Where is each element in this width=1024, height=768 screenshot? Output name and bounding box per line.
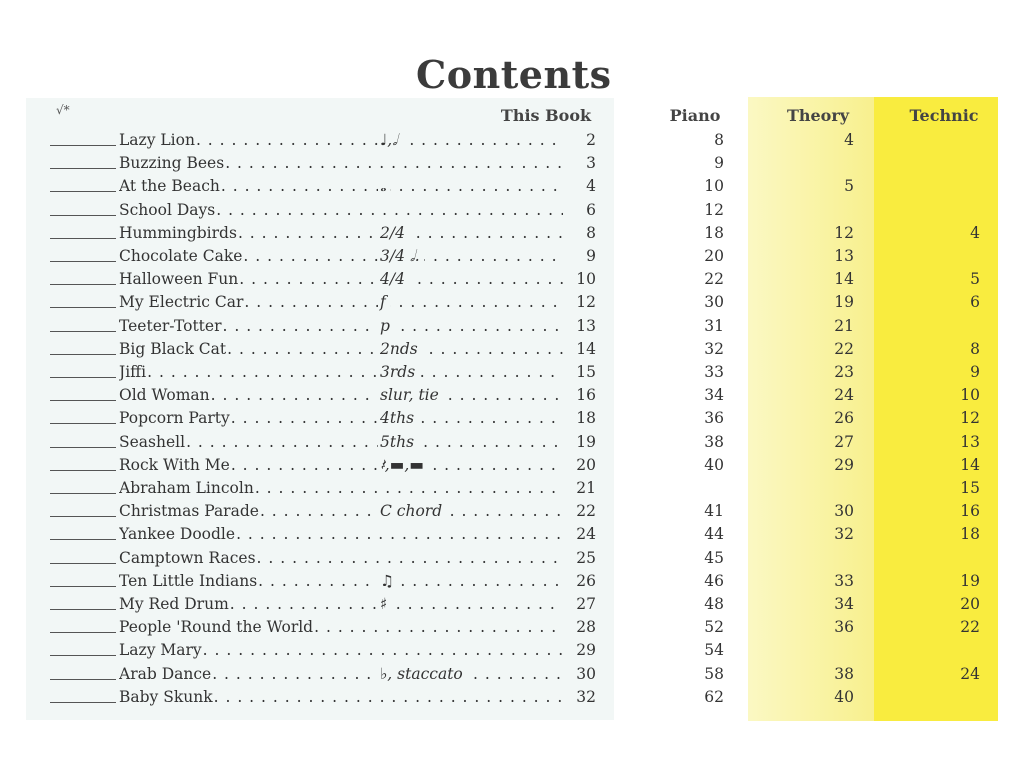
checkmark-blank[interactable] (50, 702, 116, 703)
this-book-page: 12 (576, 293, 596, 312)
song-title-cell (119, 361, 563, 384)
song-title: Camptown Races (119, 547, 257, 570)
theory-page: 21 (834, 316, 854, 335)
song-title: Old Woman (119, 384, 211, 407)
piano-page: 30 (704, 293, 724, 312)
technic-page: 18 (960, 525, 980, 544)
this-book-page: 20 (576, 455, 596, 474)
song-title: Popcorn Party (119, 407, 231, 430)
song-title-cell (119, 175, 563, 198)
this-book-page: 9 (586, 247, 596, 265)
piano-page: 34 (704, 386, 724, 405)
song-title-cell (119, 268, 563, 291)
song-title-cell (119, 523, 563, 546)
table-row (0, 431, 1024, 454)
piano-page: 18 (704, 223, 724, 242)
song-title-cell (119, 477, 563, 500)
this-book-page: 3 (586, 154, 596, 173)
theory-page: 30 (834, 502, 854, 521)
this-book-page: 21 (576, 479, 596, 497)
song-title-cell (119, 639, 563, 662)
song-title: School Days (119, 199, 216, 222)
check-column-header: √* (56, 103, 70, 117)
table-row (0, 361, 1024, 384)
technic-page: 14 (960, 455, 980, 474)
piano-page: 46 (704, 571, 724, 590)
concept-label: slur, tie (378, 384, 443, 407)
page-title: Contents (416, 52, 612, 97)
theory-page: 12 (834, 223, 854, 242)
checkmark-blank[interactable] (50, 331, 116, 332)
this-book-page: 6 (586, 200, 596, 219)
technic-page: 6 (970, 293, 980, 312)
checkmark-blank[interactable] (50, 447, 116, 448)
checkmark-blank[interactable] (50, 609, 116, 610)
song-title: Yankee Doodle (119, 523, 236, 546)
this-book-page: 29 (576, 641, 596, 660)
table-row (0, 315, 1024, 338)
theory-page: 38 (834, 664, 854, 683)
table-row (0, 593, 1024, 616)
concept-label: p (378, 315, 394, 338)
technic-page: 5 (970, 270, 980, 289)
song-title-cell (119, 222, 563, 245)
theory-page: 29 (834, 455, 854, 474)
theory-page: 19 (834, 293, 854, 312)
table-row (0, 245, 1024, 268)
song-title-cell (119, 431, 563, 454)
this-book-page: 22 (576, 502, 596, 521)
song-title: Teeter-Totter (119, 315, 222, 338)
song-title: Buzzing Bees (119, 152, 225, 175)
piano-page: 54 (704, 641, 724, 660)
this-book-header: This Book (500, 106, 592, 125)
this-book-page: 13 (576, 316, 596, 335)
checkmark-blank[interactable] (50, 655, 116, 656)
theory-page: 26 (834, 409, 854, 428)
table-row (0, 407, 1024, 430)
piano-page: 62 (704, 687, 724, 706)
checkmark-blank[interactable] (50, 168, 116, 169)
concept-label: ♭, staccato (378, 663, 467, 686)
checkmark-blank[interactable] (50, 307, 116, 308)
theory-page: 27 (834, 432, 854, 451)
song-title-cell (119, 199, 563, 222)
concept-label: 3/4 𝅗𝅥. (378, 245, 424, 268)
this-book-page: 15 (576, 363, 596, 381)
piano-page: 41 (704, 502, 724, 521)
song-title: Baby Skunk (119, 686, 214, 709)
table-row (0, 663, 1024, 686)
song-title-cell (119, 570, 563, 593)
checkmark-blank[interactable] (50, 238, 116, 239)
this-book-page: 30 (576, 664, 596, 683)
song-title: Lazy Mary (119, 639, 203, 662)
this-book-page: 26 (576, 571, 596, 590)
song-title-cell (119, 152, 563, 175)
piano-page: 44 (704, 525, 724, 544)
checkmark-blank[interactable] (50, 284, 116, 285)
song-title: My Red Drum (119, 593, 230, 616)
song-title: Seashell (119, 431, 186, 454)
this-book-page: 4 (586, 177, 596, 196)
concept-label: ♫ (378, 570, 398, 593)
song-title-cell (119, 129, 563, 152)
piano-page: 45 (704, 548, 724, 567)
theory-page: 13 (834, 247, 854, 265)
theory-page: 24 (834, 386, 854, 405)
this-book-page: 2 (586, 131, 596, 149)
piano-page: 38 (704, 432, 724, 451)
checkmark-blank[interactable] (50, 423, 116, 424)
technic-page: 22 (960, 618, 980, 637)
checkmark-blank[interactable] (50, 377, 116, 378)
piano-page: 58 (704, 664, 724, 683)
concept-label: C chord (378, 500, 446, 523)
piano-page: 22 (704, 270, 724, 289)
checkmark-blank[interactable] (50, 679, 116, 680)
piano-page: 40 (704, 455, 724, 474)
checkmark-blank[interactable] (50, 516, 116, 517)
checkmark-blank[interactable] (50, 632, 116, 633)
song-title: Christmas Parade (119, 500, 260, 523)
checkmark-blank[interactable] (50, 493, 116, 494)
theory-page: 4 (844, 131, 854, 149)
this-book-page: 14 (576, 339, 596, 358)
song-title-cell (119, 593, 563, 616)
song-title-cell (119, 407, 563, 430)
this-book-page: 19 (576, 432, 596, 451)
song-title: Abraham Lincoln (119, 477, 255, 500)
concept-label: 3rds (378, 361, 419, 384)
song-title-cell (119, 500, 563, 523)
this-book-page: 28 (576, 618, 596, 637)
this-book-page: 10 (576, 270, 596, 289)
checkmark-blank[interactable] (50, 563, 116, 564)
song-title: Jiffi (119, 361, 147, 384)
checkmark-blank[interactable] (50, 354, 116, 355)
piano-page: 9 (714, 154, 724, 173)
checkmark-blank[interactable] (50, 470, 116, 471)
concept-label: 𝅝 (378, 175, 390, 198)
theory-page: 5 (844, 177, 854, 196)
technic-page: 13 (960, 432, 980, 451)
concept-label: 2nds (378, 338, 422, 361)
technic-page: 24 (960, 664, 980, 683)
song-title: Halloween Fun (119, 268, 239, 291)
technic-page: 16 (960, 502, 980, 521)
piano-page: 33 (704, 363, 724, 381)
concept-label: 4ths (378, 407, 418, 430)
song-title: Big Black Cat (119, 338, 227, 361)
checkmark-blank[interactable] (50, 261, 116, 262)
table-row (0, 152, 1024, 175)
table-row (0, 500, 1024, 523)
this-book-page: 32 (576, 687, 596, 706)
technic-header: Technic (909, 106, 979, 125)
song-title: At the Beach (119, 175, 221, 198)
table-row (0, 222, 1024, 245)
table-row (0, 616, 1024, 639)
theory-page: 33 (834, 571, 854, 590)
table-row (0, 129, 1024, 152)
technic-page: 12 (960, 409, 980, 428)
concept-label: 4/4 (378, 268, 409, 291)
table-row (0, 547, 1024, 570)
piano-page: 10 (704, 177, 724, 196)
technic-page: 10 (960, 386, 980, 405)
table-row (0, 454, 1024, 477)
table-row (0, 523, 1024, 546)
song-title-cell (119, 663, 563, 686)
theory-page: 23 (834, 363, 854, 381)
checkmark-blank[interactable] (50, 145, 116, 146)
table-row (0, 175, 1024, 198)
song-title: Rock With Me (119, 454, 231, 477)
checkmark-blank[interactable] (50, 215, 116, 216)
piano-page: 52 (704, 618, 724, 637)
concept-label: 5ths (378, 431, 418, 454)
table-row (0, 570, 1024, 593)
checkmark-blank[interactable] (50, 539, 116, 540)
concept-label: ♯ (378, 593, 392, 616)
song-title-cell (119, 245, 563, 268)
theory-header: Theory (786, 106, 850, 125)
piano-page: 36 (704, 409, 724, 428)
song-title-cell (119, 616, 563, 639)
song-title-cell (119, 315, 563, 338)
piano-page: 20 (704, 247, 724, 265)
piano-page: 8 (714, 131, 724, 149)
technic-page: 19 (960, 571, 980, 590)
song-title-cell (119, 384, 563, 407)
technic-page: 15 (960, 479, 980, 497)
song-title: People 'Round the World (119, 616, 314, 639)
theory-page: 14 (834, 270, 854, 289)
this-book-page: 27 (576, 595, 596, 613)
theory-page: 22 (834, 339, 854, 358)
song-title-cell (119, 291, 563, 314)
song-title: Arab Dance (119, 663, 212, 686)
piano-page: 12 (704, 200, 724, 219)
technic-page: 8 (970, 339, 980, 358)
piano-page: 32 (704, 339, 724, 358)
table-row (0, 338, 1024, 361)
table-row (0, 268, 1024, 291)
song-title-cell (119, 338, 563, 361)
song-title: Ten Little Indians (119, 570, 258, 593)
theory-page: 40 (834, 687, 854, 706)
checkmark-blank[interactable] (50, 191, 116, 192)
table-row (0, 639, 1024, 662)
this-book-page: 16 (576, 386, 596, 405)
this-book-page: 18 (576, 409, 596, 428)
theory-page: 36 (834, 618, 854, 637)
table-row (0, 477, 1024, 500)
technic-page: 9 (970, 363, 980, 381)
song-title: Hummingbirds (119, 222, 238, 245)
song-title: Chocolate Cake (119, 245, 243, 268)
piano-page: 31 (704, 316, 724, 335)
table-row (0, 384, 1024, 407)
this-book-page: 25 (576, 548, 596, 567)
this-book-page: 24 (576, 525, 596, 544)
song-title: Lazy Lion (119, 129, 196, 152)
table-row (0, 199, 1024, 222)
song-title-cell (119, 454, 563, 477)
concept-label: ♩,𝅗𝅥 (378, 129, 401, 152)
song-title-cell (119, 547, 563, 570)
checkmark-blank[interactable] (50, 400, 116, 401)
this-book-page: 8 (586, 223, 596, 242)
theory-page: 32 (834, 525, 854, 544)
technic-page: 20 (960, 595, 980, 613)
checkmark-blank[interactable] (50, 586, 116, 587)
technic-page: 4 (970, 223, 980, 242)
piano-header: Piano (669, 106, 721, 125)
concept-label: f (378, 291, 390, 314)
concept-label: 2/4 (378, 222, 409, 245)
table-row (0, 686, 1024, 709)
theory-page: 34 (834, 595, 854, 613)
table-row (0, 291, 1024, 314)
song-title: My Electric Car (119, 291, 244, 314)
concept-label: 𝄽,▬,▬ (378, 454, 428, 477)
song-title-cell (119, 686, 563, 709)
piano-page: 48 (704, 595, 724, 613)
